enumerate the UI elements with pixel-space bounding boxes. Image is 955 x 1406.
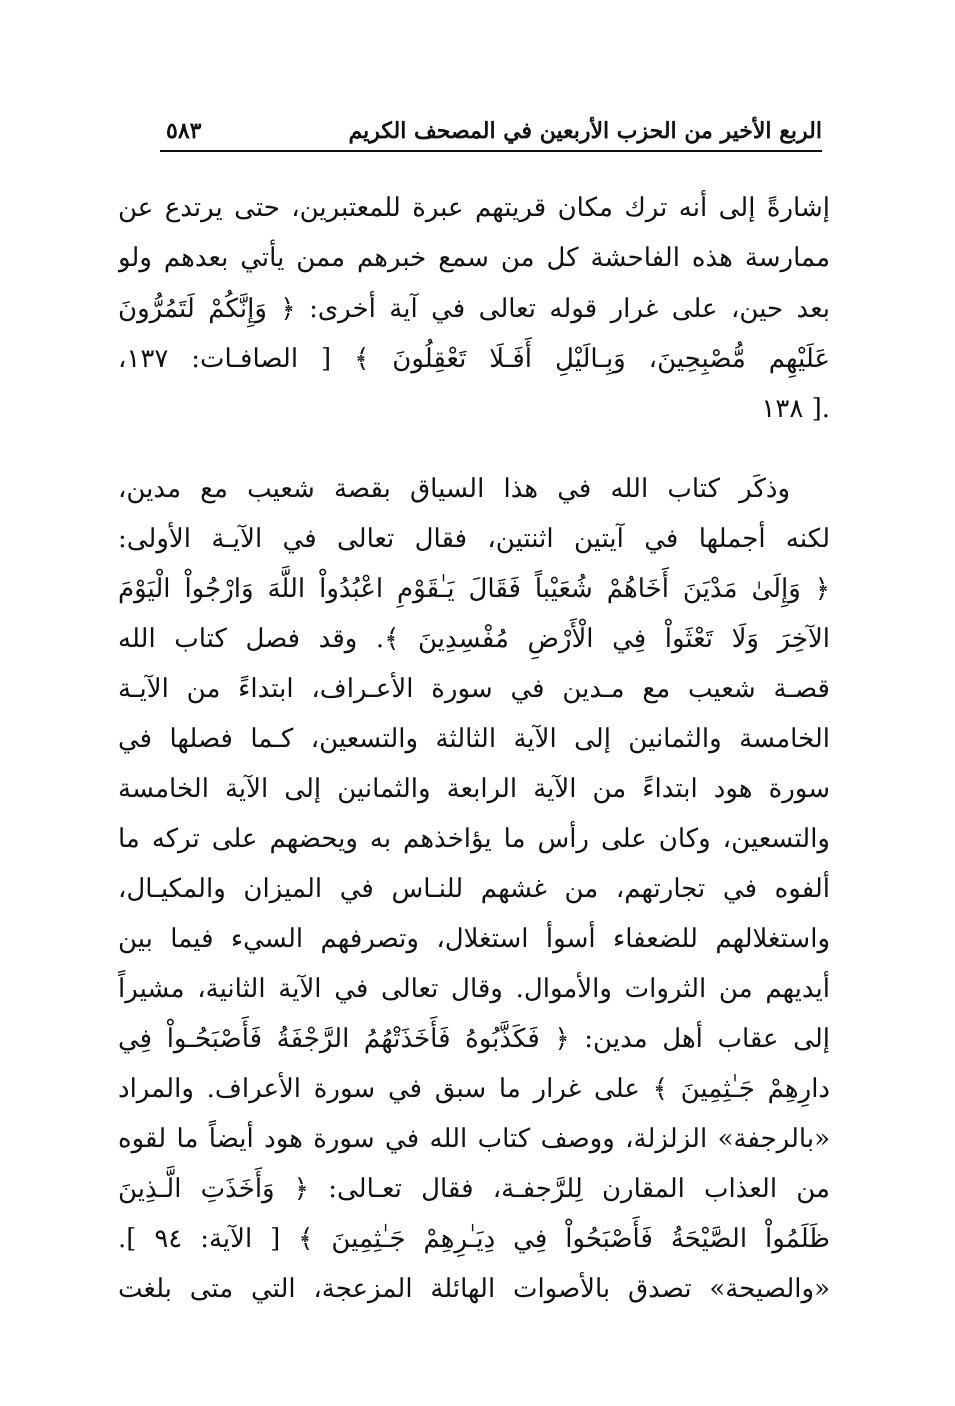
text-line: .[ ١٣٨ [761, 394, 830, 424]
text-line: إلى عقاب أهل مدين: ﴿ فَكَذَّبُوهُ فَأَخَذَتْهُمُ الرَّجْفَةُ فَأَصْبَحُـواْ فِي [118, 1024, 830, 1054]
page-number: ٥٨٣ [166, 118, 202, 144]
text-line: ألفوه في تجارتهم، من غشهم للنـاس في الميزان والمكيـال، [118, 874, 830, 904]
text-line: ﴿ وَإِلَىٰ مَدْيَنَ أَخَاهُمْ شُعَيْباً فَقَالَ يَـٰقَوْمِ اعْبُدُواْ اللَّهَ وَارْجُواْ الْيَوْمَ [118, 574, 830, 604]
text-line: دارِهِمْ جَـٰثِمِينَ ﴾ على غرار ما سبق في سورة الأعراف. والمراد [118, 1074, 830, 1104]
text-line: الخامسة والثمانين إلى الآية الثالثة والتسعين، كـما فصلها في [118, 724, 830, 754]
text-line: ظَلَمُواْ الصَّيْحَةُ فَأَصْبَحُواْ فِي دِيَـٰرِهِمْ جَـٰثِمِينَ ﴾ [ الآية: ٩٤ ]. [118, 1224, 830, 1254]
text-line: لكنه أجملها في آيتين اثنتين، فقال تعالى في الآيـة الأولى: [118, 524, 830, 554]
text-line: بعد حين، على غرار قوله تعالى في آية أخرى: ﴿ وَإِنَّكُمْ لَتَمُرُّونَ [118, 294, 830, 324]
text-line: عَلَيْهِم مُّصْبِحِينَ، وَبِـالَيْلِ أَفَـلَا تَعْقِلُونَ ﴾ [ الصافـات: ١٣٧، [118, 344, 830, 374]
text-line: إشارةً إلى أنه ترك مكان قريتهم عبرة للمعتبرين، حتى يرتدع عن [118, 193, 830, 223]
text-line: سورة هود ابتداءً من الآية الرابعة والثمانين إلى الآية الخامسة [118, 774, 830, 804]
running-title: الربع الأخير من الحزب الأربعين في المصحف الكريم [348, 118, 822, 144]
text-line: والتسعين، وكان على رأس ما يؤاخذهم به ويحضهم على تركه ما [118, 824, 830, 854]
text-line: وذكَر كتاب الله في هذا السياق بقصة شعيب مع مدين، [118, 474, 790, 504]
text-line: واستغلالهم للضعفاء أسوأ استغلال، وتصرفهم السيء فيما بين [118, 924, 830, 954]
text-line: قصـة شعيب مع مـدين في سورة الأعـراف، ابتداءً من الآيـة [118, 674, 830, 704]
text-line: من العذاب المقارن لِلرَّجفـة، فقال تعـالى: ﴿ وَأَخَذَتِ الَّـذِينَ [118, 1174, 830, 1204]
text-line: «والصيحة» تصدق بالأصوات الهائلة المزعجة، التي متى بلغت [118, 1274, 830, 1304]
text-line: أيديهم من الثروات والأموال. وقال تعالى في الآية الثانية، مشيراً [118, 974, 830, 1004]
page-header [160, 110, 822, 152]
text-line: «بالرجفة» الزلزلة، ووصف كتاب الله في سورة هود أيضاً ما لقوه [118, 1124, 830, 1154]
text-line: ممارسة هذه الفاحشة كل من سمع خبرهم ممن يأتي بعدهم ولو [118, 243, 830, 273]
text-line: الآخِرَ وَلَا تَعْثَواْ فِي الْأَرْضِ مُفْسِدِينَ ﴾. وقد فصل كتاب الله [118, 624, 830, 654]
